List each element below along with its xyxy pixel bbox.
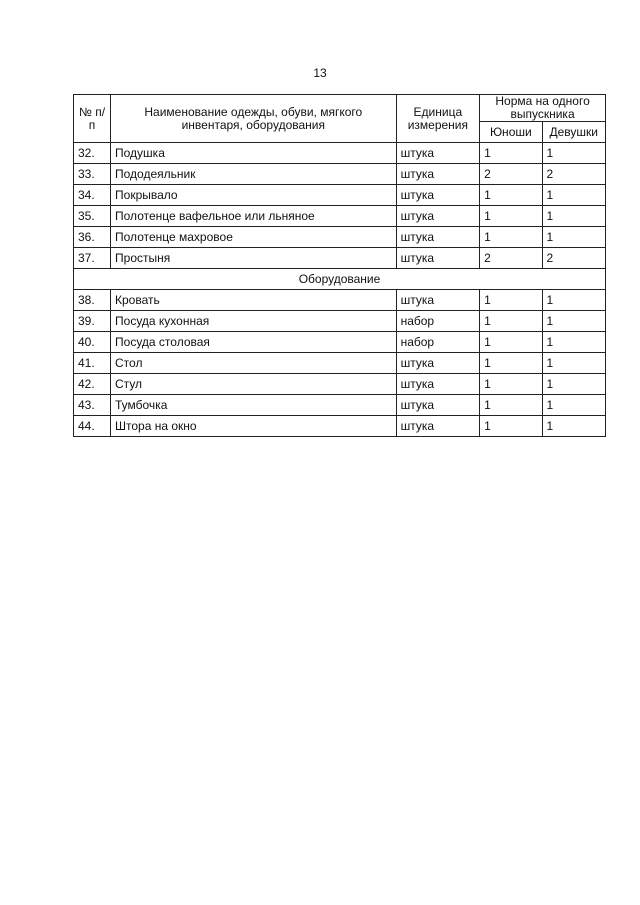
row-number: 37.: [74, 248, 111, 269]
header-girls: Девушки: [542, 122, 605, 143]
item-unit: штука: [396, 143, 480, 164]
norm-boys: 2: [480, 164, 542, 185]
norm-boys: 1: [480, 332, 542, 353]
norm-boys: 1: [480, 185, 542, 206]
table-row: [74, 164, 606, 185]
item-name: Стол: [111, 353, 397, 374]
header-norm: Норма на одного выпускника: [480, 95, 606, 122]
header-boys: Юноши: [480, 122, 542, 143]
row-number: 36.: [74, 227, 111, 248]
table-row: [74, 290, 606, 311]
item-unit: штука: [396, 248, 480, 269]
row-number: 32.: [74, 143, 111, 164]
row-number: 34.: [74, 185, 111, 206]
norm-boys: 1: [480, 374, 542, 395]
norm-boys: 1: [480, 416, 542, 437]
row-number: 39.: [74, 311, 111, 332]
item-unit: штука: [396, 374, 480, 395]
item-unit: штука: [396, 227, 480, 248]
table-header: [74, 95, 606, 143]
header-num: № п/п: [74, 95, 111, 143]
norm-boys: 2: [480, 248, 542, 269]
norm-boys: 1: [480, 395, 542, 416]
item-name: Полотенце вафельное или льняное: [111, 206, 397, 227]
norm-girls: 1: [542, 206, 605, 227]
norm-girls: 1: [542, 290, 605, 311]
norm-girls: 1: [542, 395, 605, 416]
item-name: Подушка: [111, 143, 397, 164]
norm-boys: 1: [480, 290, 542, 311]
item-unit: штука: [396, 416, 480, 437]
item-name: Кровать: [111, 290, 397, 311]
norms-table: [73, 94, 606, 437]
row-number: 38.: [74, 290, 111, 311]
table-row: [74, 353, 606, 374]
norm-girls: 1: [542, 227, 605, 248]
soft-inventory-rows: [74, 143, 606, 269]
table-row: [74, 332, 606, 353]
table-row: [74, 185, 606, 206]
item-name: Полотенце махровое: [111, 227, 397, 248]
norm-girls: 1: [542, 332, 605, 353]
table-row: [74, 374, 606, 395]
norm-girls: 1: [542, 311, 605, 332]
item-name: Стул: [111, 374, 397, 395]
norm-boys: 1: [480, 353, 542, 374]
row-number: 41.: [74, 353, 111, 374]
table-row: [74, 311, 606, 332]
item-unit: штука: [396, 206, 480, 227]
norm-girls: 1: [542, 143, 605, 164]
item-unit: штука: [396, 395, 480, 416]
norm-girls: 1: [542, 416, 605, 437]
item-name: Штора на окно: [111, 416, 397, 437]
item-unit: набор: [396, 311, 480, 332]
norm-boys: 1: [480, 227, 542, 248]
equipment-rows: [74, 290, 606, 437]
page-number: 13: [313, 66, 327, 80]
row-number: 33.: [74, 164, 111, 185]
norm-girls: 1: [542, 374, 605, 395]
table-row: [74, 143, 606, 164]
item-name: Пододеяльник: [111, 164, 397, 185]
item-name: Посуда кухонная: [111, 311, 397, 332]
norm-girls: 1: [542, 185, 605, 206]
norm-girls: 1: [542, 353, 605, 374]
table-row: [74, 227, 606, 248]
norm-boys: 1: [480, 143, 542, 164]
item-unit: набор: [396, 332, 480, 353]
header-name: Наименование одежды, обуви, мягкого инвентаря, оборудования: [111, 95, 397, 143]
section-title: Оборудование: [74, 269, 606, 290]
item-name: Тумбочка: [111, 395, 397, 416]
norm-girls: 2: [542, 164, 605, 185]
row-number: 44.: [74, 416, 111, 437]
item-unit: штука: [396, 290, 480, 311]
item-name: Покрывало: [111, 185, 397, 206]
table-row: [74, 248, 606, 269]
norm-girls: 2: [542, 248, 605, 269]
table-row: [74, 206, 606, 227]
item-name: Посуда столовая: [111, 332, 397, 353]
norm-boys: 1: [480, 206, 542, 227]
section-equipment: [74, 269, 606, 290]
table-row: [74, 395, 606, 416]
row-number: 43.: [74, 395, 111, 416]
item-unit: штука: [396, 164, 480, 185]
row-number: 42.: [74, 374, 111, 395]
row-number: 35.: [74, 206, 111, 227]
table-row: [74, 416, 606, 437]
item-name: Простыня: [111, 248, 397, 269]
item-unit: штука: [396, 185, 480, 206]
row-number: 40.: [74, 332, 111, 353]
norm-boys: 1: [480, 311, 542, 332]
item-unit: штука: [396, 353, 480, 374]
header-unit: Единица измерения: [396, 95, 480, 143]
